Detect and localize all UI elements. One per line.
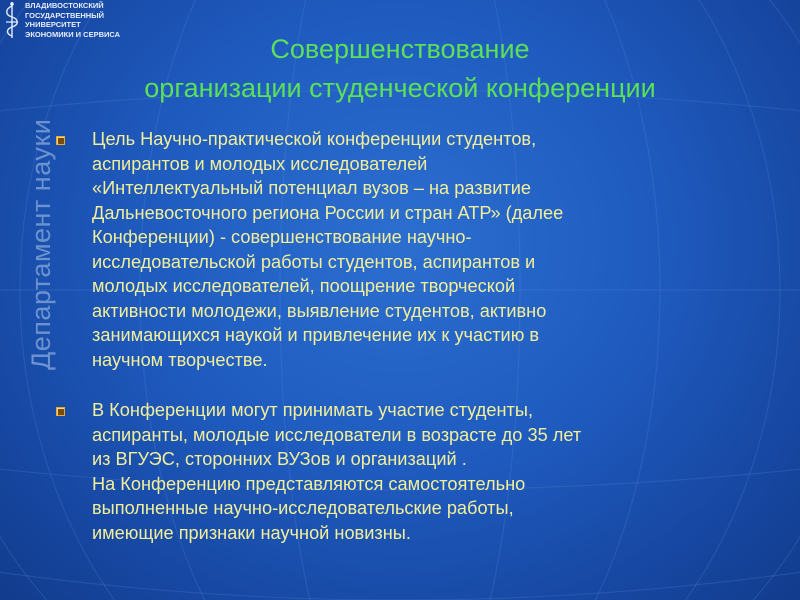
text-line: активности молодежи, выявление студентов, активно	[92, 300, 547, 321]
text-line: аспирантов и молодых исследователей	[92, 153, 428, 174]
square-bullet-icon	[56, 136, 65, 145]
text-line: занимающихся наукой и привлечение их к участию в	[92, 325, 540, 345]
text-line: из ВГУЭС, сторонних ВУЗов и организаций .	[92, 449, 467, 469]
bullet-item	[56, 127, 776, 372]
bullet-item	[56, 398, 776, 545]
text-line: На Конференцию представляются самостоятельно	[92, 473, 526, 494]
text-line: исследовательской работы студентов, аспирантов и	[92, 251, 536, 272]
department-caption: Департамент науки	[26, 118, 56, 370]
title-line: организации студенческой конференции	[144, 73, 656, 103]
text-line: молодых исследователей, поощрение творческой	[92, 276, 516, 296]
logo-line: ВЛАДИВОСТОКСКИЙ	[25, 1, 104, 10]
text-line: выполненные научно-исследовательские работы,	[92, 498, 514, 518]
slide-title	[40, 30, 760, 108]
text-line: Цель Научно-практической конференции студентов,	[92, 129, 537, 149]
university-emblem-icon	[2, 0, 22, 42]
logo-line: ГОСУДАРСТВЕННЫЙ	[25, 10, 104, 20]
logo-line: ЭКОНОМИКИ И СЕРВИСА	[25, 29, 121, 39]
bullet-text	[92, 127, 776, 372]
text-line: аспиранты, молодые исследователи в возрасте до 35 лет	[92, 424, 582, 445]
text-line: имеющие признаки научной новизны.	[92, 522, 411, 543]
square-bullet-icon	[56, 407, 65, 416]
bullet-text	[92, 398, 776, 545]
text-line: Конференции) - совершенствование научно-	[92, 227, 472, 247]
text-line: «Интеллектуальный потенциал вузов – на развитие	[92, 178, 532, 198]
bullet-list	[56, 127, 776, 545]
title-line: Совершенствование	[270, 34, 530, 64]
logo-line: УНИВЕРСИТЕТ	[25, 20, 81, 30]
text-line: Дальневосточного региона России и стран АТР» (далее	[92, 202, 564, 223]
text-line: научном творчестве.	[92, 349, 268, 370]
text-line: В Конференции могут принимать участие студенты,	[92, 400, 533, 420]
